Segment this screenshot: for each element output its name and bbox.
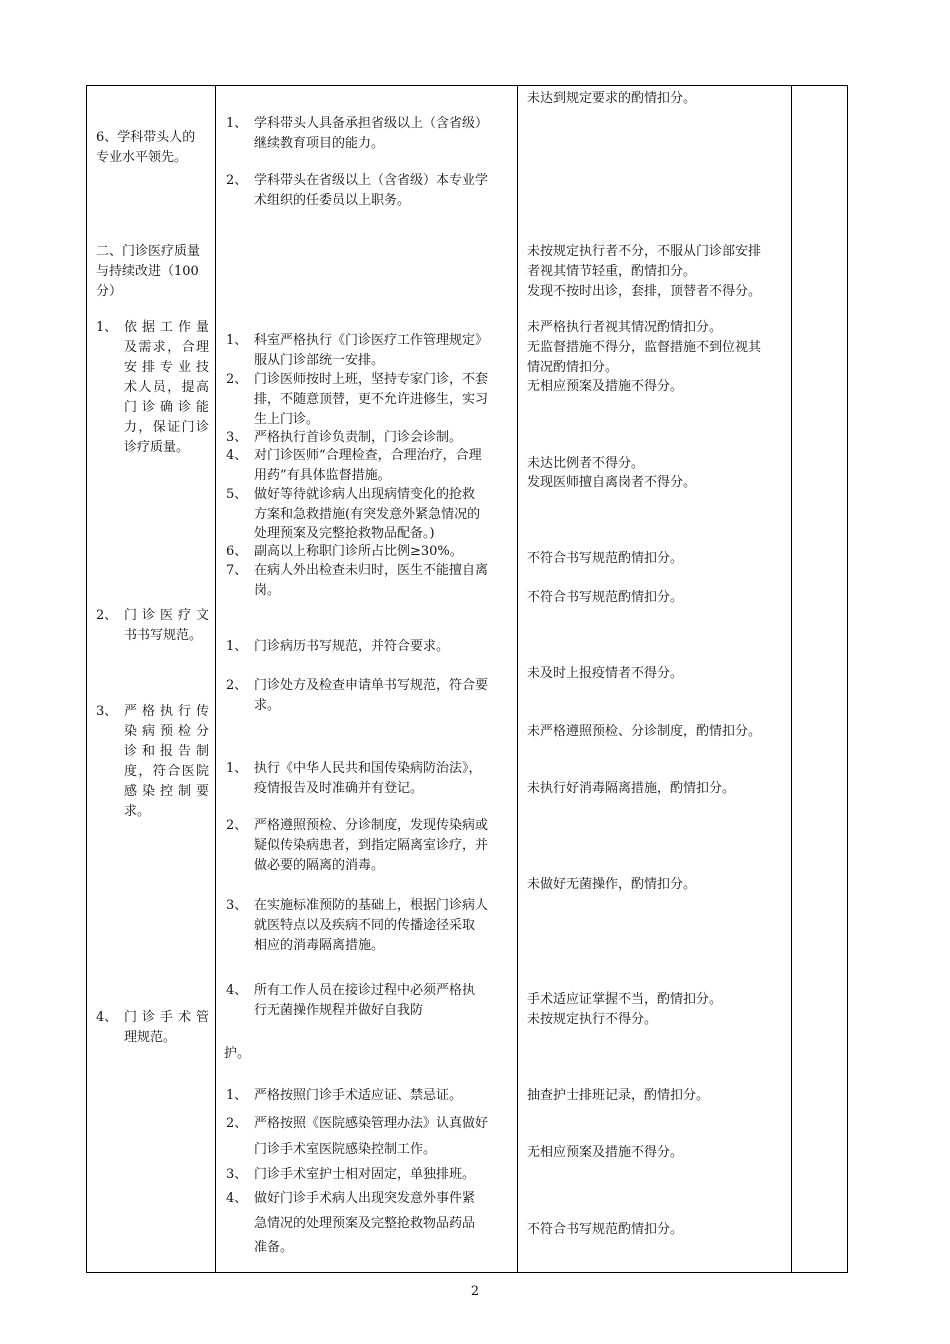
req-text-line: 行无菌操作规程并做好自我防 [254,1003,424,1018]
req-number: 3、 [226,430,248,445]
req-number: 7、 [226,563,248,578]
req-text-line: 做必要的隔离的消毒。 [254,858,385,873]
scoring-rule: 未达比例者不得分。 [527,456,645,471]
item-number: 2、 [96,608,118,623]
req-text-line: 在病人外出检查未归时，医生不能擅自离 [254,563,489,578]
req-number: 2、 [226,818,248,833]
req-text-line: 执行《中华人民共和国传染病防治法》， [254,761,482,776]
req-text-line: 副高以上称职门诊所占比例≥30%。 [254,544,463,559]
scoring-rule: 无相应预案及措施不得分。 [527,379,684,394]
req-text-line: 疑似传染病患者，到指定隔离室诊疗，并 [254,838,489,853]
section2-title-line: 分） [96,284,123,299]
req-number: 1、 [226,333,248,348]
item3-text-line: 诊 和 报 告 制 [124,744,209,759]
scoring-rule: 未按规定执行不得分。 [527,1012,658,1027]
req-text-line: 科室严格执行《门诊医疗工作管理规定》 [254,333,489,348]
req-text-line: 门诊病历书写规范，并符合要求。 [254,639,450,654]
req-text-line: 处理预案及完整抢救物品配备。) [254,526,435,541]
req-text-line: 严格按照门诊手术适应证、禁忌证。 [254,1088,463,1103]
req-number: 1、 [226,116,248,131]
scoring-rule: 不符合书写规范酌情扣分。 [527,590,684,605]
req-number: 2、 [226,1116,248,1131]
scoring-rule: 未按规定执行者不分，不服从门诊部安排 [527,244,762,259]
req-text-line: 严格执行首诊负责制，门诊会诊制。 [254,430,463,445]
req-number: 2、 [226,173,248,188]
item1-text-line: 力，保证门诊 [124,420,209,435]
req-number: 4、 [226,1191,248,1206]
req-text-line: 门诊手术室护士相对固定，单独排班。 [254,1167,476,1182]
item2-text-line: 门 诊 医 疗 文 [124,608,209,623]
req-text-line: 学科带头人具备承担省级以上（含省级） [254,116,489,131]
scoring-rule: 发现医师擅自离岗者不得分。 [527,475,697,490]
req-number: 1、 [226,1088,248,1103]
req-text-line: 岗。 [254,583,281,598]
req-text-line: 门诊手术室医院感染控制工作。 [254,1142,437,1157]
req-text-line: 所有工作人员在接诊过程中必须严格执 [254,983,476,998]
item1-text-line: 依 据 工 作 量 [124,320,209,335]
req-text-line: 严格按照《医院感染管理办法》认真做好 [254,1116,489,1131]
item3-text-line: 求。 [124,804,151,819]
page-number: 2 [470,1284,480,1299]
item-number: 3、 [96,704,118,719]
req-text-line: 做好等待就诊病人出现病情变化的抢救 [254,487,476,502]
scoring-rule: 无相应预案及措施不得分。 [527,1145,684,1160]
req-text-line: 准备。 [254,1240,294,1255]
scoring-rule: 无监督措施不得分，监督措施不到位视其 [527,340,762,355]
req-text-line: 术组织的任委员以上职务。 [254,193,411,208]
req-text-line: 疫情报告及时准确并有登记。 [254,781,424,796]
scoring-rule: 未执行好消毒隔离措施，酌情扣分。 [527,781,736,796]
req-text-line: 学科带头在省级以上（含省级）本专业学 [254,173,489,188]
column-divider-1 [215,86,216,1272]
scoring-rule: 手术适应证掌握不当，酌情扣分。 [527,992,723,1007]
req-text-line: 急情况的处理预案及完整抢救物品药品 [254,1216,476,1231]
scoring-rule: 情况酌情扣分。 [527,360,619,375]
req-text-line: 做好门诊手术病人出现突发意外事件紧 [254,1191,476,1206]
scoring-rule: 未严格执行者视其情况酌情扣分。 [527,320,723,335]
req-text-line: 相应的消毒隔离措施。 [254,938,385,953]
scoring-rule: 不符合书写规范酌情扣分。 [527,551,684,566]
req-number: 4、 [226,983,248,998]
scoring-rule: 抽查护士排班记录，酌情扣分。 [527,1088,710,1103]
req-text-line: 用药”有具体监督措施。 [254,468,391,483]
item4-text-line: 门 诊 手 术 管 [124,1010,209,1025]
req-number: 2、 [226,372,248,387]
item-number: 1、 [96,320,118,335]
req-text-line: 生上门诊。 [254,412,320,427]
item3-text-line: 感 染 控 制 要 [124,784,209,799]
item1-text-line: 诊疗质量。 [124,440,190,455]
req-text-line: 门诊处方及检查申请单书写规范，符合要 [254,678,489,693]
req-text-line: 方案和急救措施(有突发意外紧急情况的 [254,507,481,522]
req-number: 5、 [226,487,248,502]
section6-title-line: 专业水平领先。 [96,150,188,165]
req-number: 6、 [226,544,248,559]
scoring-rule: 不符合书写规范酌情扣分。 [527,1222,684,1237]
req-number: 1、 [226,761,248,776]
item3-text-line: 严 格 执 行 传 [124,704,209,719]
section6-title-line: 6、学科带头人的 [96,130,196,145]
scoring-rule: 者视其情节轻重，酌情扣分。 [527,264,697,279]
req-text-line: 对门诊医师“合理检查，合理治疗，合理 [254,448,482,463]
req-number: 1、 [226,639,248,654]
scoring-rule: 发现不按时出诊，套排，顶替者不得分。 [527,284,762,299]
req-text-line: 求。 [254,698,281,713]
scoring-rule: 未做好无菌操作，酌情扣分。 [527,877,697,892]
req-text-line: 严格遵照预检、分诊制度，发现传染病或 [254,818,489,833]
req-text-line: 继续教育项目的能力。 [254,136,385,151]
scoring-rule: 未达到规定要求的酌情扣分。 [527,91,697,106]
item-number: 4、 [96,1010,118,1025]
section2-title-line: 二、门诊医疗质量 [96,244,201,259]
req-text-line: 护。 [224,1046,251,1061]
item4-text-line: 理规范。 [124,1030,177,1045]
req-number: 4、 [226,448,248,463]
item1-text-line: 安 排 专 业 技 [124,360,209,375]
item1-text-line: 术人员，提高 [124,380,209,395]
item1-text-line: 及需求，合理 [124,340,209,355]
req-number: 2、 [226,678,248,693]
req-text-line: 门诊医师按时上班，坚持专家门诊，不套 [254,372,489,387]
column-divider-2 [517,86,518,1272]
req-number: 3、 [226,898,248,913]
item1-text-line: 门 诊 确 诊 能 [124,400,209,415]
section2-title-line: 与持续改进（100 [96,264,199,279]
req-text-line: 排，不随意顶替，更不允许进修生，实习 [254,392,489,407]
req-text-line: 就医特点以及疾病不同的传播途径采取 [254,918,476,933]
scoring-rule: 未严格遵照预检、分诊制度，酌情扣分。 [527,724,762,739]
item3-text-line: 度，符合医院 [124,764,209,779]
column-divider-3 [791,86,792,1272]
req-number: 3、 [226,1167,248,1182]
scoring-rule: 未及时上报疫情者不得分。 [527,666,684,681]
item2-text-line: 书书写规范。 [124,628,203,643]
req-text-line: 在实施标准预防的基础上，根据门诊病人 [254,898,489,913]
item3-text-line: 染 病 预 检 分 [124,724,209,739]
req-text-line: 服从门诊部统一安排。 [254,353,385,368]
